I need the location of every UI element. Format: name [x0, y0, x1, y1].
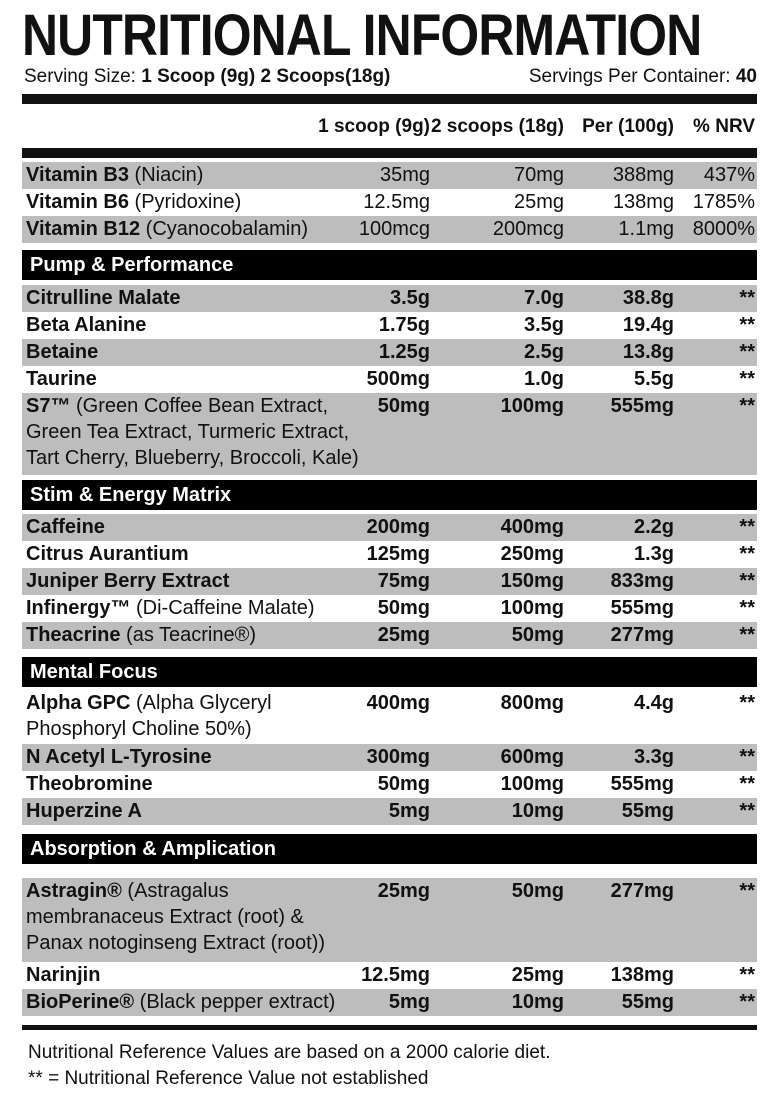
ingredient-detail-line2: Green Tea Extract, Turmeric Extract, [26, 421, 350, 443]
ingredient-label: Huperzine A [26, 800, 142, 822]
ingredient-label: Citrus Aurantium [26, 543, 189, 565]
ingredient-detail-line3: Panax notoginseng Extract (root)) [26, 932, 326, 954]
table-row [22, 162, 757, 189]
table-row [22, 339, 757, 366]
amount-1-scoop: 400mg [366, 692, 430, 714]
servings-per-label: Servings Per Container: [528, 66, 731, 87]
nrv-value: ** [739, 800, 755, 822]
table-row [22, 393, 757, 475]
table-row [22, 622, 757, 649]
amount-per-100g: 138mg [610, 964, 674, 986]
serving-size-value: 1 Scoop (9g) 2 Scoops(18g) [141, 66, 391, 87]
ingredient-detail: (Di-Caffeine Malate) [130, 597, 315, 619]
table-row [22, 312, 757, 339]
amount-per-100g: 2.2g [633, 516, 674, 538]
amount-per-100g: 277mg [610, 880, 674, 902]
amount-per-100g: 38.8g [622, 287, 674, 309]
amount-2-scoops: 2.5g [523, 341, 564, 363]
servings-per-container [529, 66, 757, 88]
nrv-value: 8000% [692, 218, 755, 240]
divider-bar [22, 94, 757, 104]
ingredient-name [26, 514, 105, 540]
table-row [22, 366, 757, 393]
nrv-value: ** [739, 746, 755, 768]
ingredient-label: Alpha GPC [26, 692, 131, 714]
ingredient-label: Vitamin B12 [26, 218, 141, 240]
amount-per-100g: 13.8g [622, 341, 674, 363]
amount-2-scoops: 100mg [500, 597, 564, 619]
amount-1-scoop: 50mg [377, 597, 430, 619]
nrv-value: ** [739, 991, 755, 1013]
amount-per-100g: 55mg [621, 800, 674, 822]
ingredient-label: Vitamin B3 [26, 164, 129, 186]
amount-2-scoops: 3.5g [523, 314, 564, 336]
amount-1-scoop: 3.5g [389, 287, 430, 309]
amount-per-100g: 388mg [612, 164, 674, 186]
serving-size-label: Serving Size: [24, 66, 136, 87]
nrv-value: ** [739, 964, 755, 986]
section-title: Absorption & Amplication [30, 838, 276, 860]
nrv-value: ** [739, 368, 755, 390]
table-row [22, 962, 757, 989]
amount-1-scoop: 100mcg [358, 218, 430, 240]
amount-per-100g: 277mg [610, 624, 674, 646]
divider-bar [22, 1025, 757, 1030]
amount-1-scoop: 200mg [366, 516, 430, 538]
ingredient-detail: (Alpha Glyceryl [130, 692, 272, 714]
nrv-value: ** [739, 341, 755, 363]
nrv-value: ** [739, 287, 755, 309]
nrv-value: ** [739, 880, 755, 902]
ingredient-name [26, 568, 229, 594]
amount-1-scoop: 50mg [377, 773, 430, 795]
amount-2-scoops: 250mg [500, 543, 564, 565]
table-row [22, 798, 757, 825]
amount-per-100g: 555mg [610, 597, 674, 619]
ingredient-name [26, 393, 359, 471]
amount-per-100g: 1.3g [633, 543, 674, 565]
ingredient-label: Caffeine [26, 516, 105, 538]
ingredient-detail: (Pyridoxine) [129, 191, 242, 213]
table-row [22, 216, 757, 243]
column-header-nrv: % NRV [693, 116, 755, 137]
amount-2-scoops: 70mg [513, 164, 564, 186]
amount-2-scoops: 600mg [500, 746, 564, 768]
ingredient-label: Astragin® [26, 880, 122, 902]
amount-1-scoop: 25mg [377, 880, 430, 902]
amount-2-scoops: 150mg [500, 570, 564, 592]
amount-per-100g: 55mg [621, 991, 674, 1013]
ingredient-label: Beta Alanine [26, 314, 147, 336]
ingredient-name [26, 989, 335, 1015]
ingredient-detail: (Cyanocobalamin) [140, 218, 308, 240]
amount-2-scoops: 25mg [511, 964, 564, 986]
ingredient-detail: (Niacin) [129, 164, 204, 186]
footnote-asterisk: ** = Nutritional Reference Value not established [28, 1068, 429, 1089]
amount-2-scoops: 10mg [511, 991, 564, 1013]
amount-2-scoops: 10mg [511, 800, 564, 822]
ingredient-label: N Acetyl L-Tyrosine [26, 746, 212, 768]
amount-2-scoops: 25mg [513, 191, 564, 213]
ingredient-label: Infinergy™ [26, 597, 131, 619]
amount-per-100g: 19.4g [622, 314, 674, 336]
amount-2-scoops: 200mcg [492, 218, 564, 240]
amount-1-scoop: 5mg [388, 991, 430, 1013]
ingredient-name [26, 285, 180, 311]
nrv-value: ** [739, 597, 755, 619]
table-row [22, 595, 757, 622]
table-row [22, 189, 757, 216]
serving-size [24, 66, 390, 88]
section-title: Stim & Energy Matrix [30, 484, 232, 506]
ingredient-label: Vitamin B6 [26, 191, 129, 213]
nrv-value: ** [739, 516, 755, 538]
ingredient-label: Betaine [26, 341, 99, 363]
ingredient-name [26, 216, 308, 242]
ingredient-name [26, 798, 142, 824]
ingredient-name [26, 744, 212, 770]
amount-2-scoops: 50mg [511, 624, 564, 646]
table-row [22, 690, 757, 744]
ingredient-name [26, 962, 100, 988]
amount-2-scoops: 1.0g [523, 368, 564, 390]
table-row [22, 878, 757, 962]
amount-2-scoops: 100mg [500, 395, 564, 417]
amount-1-scoop: 300mg [366, 746, 430, 768]
amount-1-scoop: 1.75g [378, 314, 430, 336]
amount-per-100g: 3.3g [633, 746, 674, 768]
table-row [22, 568, 757, 595]
amount-per-100g: 138mg [612, 191, 674, 213]
ingredient-label: Narinjin [26, 964, 101, 986]
ingredient-label: BioPerine® [26, 991, 135, 1013]
amount-per-100g: 555mg [610, 395, 674, 417]
section-header [22, 834, 757, 864]
amount-1-scoop: 25mg [377, 624, 430, 646]
nrv-value: 1785% [692, 191, 755, 213]
ingredient-label: Taurine [26, 368, 97, 390]
amount-1-scoop: 5mg [388, 800, 430, 822]
ingredient-label: Citrulline Malate [26, 287, 181, 309]
amount-1-scoop: 50mg [377, 395, 430, 417]
ingredient-name [26, 162, 203, 188]
amount-2-scoops: 50mg [511, 880, 564, 902]
footnote-nrv: Nutritional Reference Values are based on a 2000 calorie diet. [28, 1042, 551, 1063]
nrv-value: ** [739, 624, 755, 646]
ingredient-name [26, 312, 146, 338]
table-row [22, 541, 757, 568]
column-header-2-scoops: 2 scoops (18g) [430, 116, 564, 137]
amount-per-100g: 555mg [610, 773, 674, 795]
amount-1-scoop: 35mg [379, 164, 430, 186]
ingredient-detail: (Astragalus [121, 880, 229, 902]
amount-2-scoops: 800mg [500, 692, 564, 714]
table-row [22, 771, 757, 798]
amount-per-100g: 1.1mg [618, 218, 674, 240]
divider-bar [22, 148, 757, 158]
ingredient-name [26, 622, 256, 648]
table-row [22, 989, 757, 1016]
ingredient-detail: (as Teacrine®) [120, 624, 257, 646]
table-row [22, 285, 757, 312]
ingredient-detail-line3: Tart Cherry, Blueberry, Broccoli, Kale) [26, 447, 359, 469]
amount-2-scoops: 400mg [500, 516, 564, 538]
servings-per-value: 40 [735, 66, 757, 87]
amount-1-scoop: 75mg [377, 570, 430, 592]
column-header-per-100g: Per (100g) [582, 116, 674, 137]
amount-per-100g: 833mg [610, 570, 674, 592]
ingredient-detail: (Green Coffee Bean Extract, [70, 395, 329, 417]
ingredient-name [26, 595, 315, 621]
ingredient-detail-line2: membranaceus Extract (root) & [26, 906, 304, 928]
nrv-value: ** [739, 773, 755, 795]
nrv-value: ** [739, 314, 755, 336]
ingredient-label: Theobromine [26, 773, 153, 795]
amount-1-scoop: 500mg [366, 368, 430, 390]
amount-2-scoops: 100mg [500, 773, 564, 795]
ingredient-label: S7™ [26, 395, 71, 417]
page-title: NUTRITIONAL INFORMATION [22, 3, 702, 68]
ingredient-label: Juniper Berry Extract [26, 570, 230, 592]
column-header-1-scoop: 1 scoop (9g) [318, 116, 430, 137]
amount-1-scoop: 12.5mg [361, 964, 430, 986]
ingredient-name [26, 690, 272, 742]
nrv-value: ** [739, 543, 755, 565]
amount-per-100g: 5.5g [633, 368, 674, 390]
amount-2-scoops: 7.0g [523, 287, 564, 309]
amount-1-scoop: 1.25g [378, 341, 430, 363]
amount-1-scoop: 12.5mg [363, 191, 430, 213]
ingredient-name [26, 339, 98, 365]
ingredient-label: Theacrine [26, 624, 121, 646]
ingredient-name [26, 878, 325, 956]
ingredient-name [26, 771, 153, 797]
ingredient-name [26, 189, 241, 215]
section-header [22, 480, 757, 510]
nrv-value: ** [739, 692, 755, 714]
ingredient-detail: (Black pepper extract) [134, 991, 336, 1013]
amount-per-100g: 4.4g [633, 692, 674, 714]
ingredient-detail-line2: Phosphoryl Choline 50%) [26, 718, 252, 740]
ingredient-name [26, 366, 97, 392]
nrv-value: ** [739, 395, 755, 417]
nrv-value: ** [739, 570, 755, 592]
section-header [22, 657, 757, 687]
section-title: Pump & Performance [30, 254, 234, 276]
section-title: Mental Focus [30, 661, 158, 683]
nrv-value: 437% [703, 164, 755, 186]
ingredient-name [26, 541, 189, 567]
table-row [22, 514, 757, 541]
section-header [22, 250, 757, 280]
amount-1-scoop: 125mg [366, 543, 430, 565]
table-row [22, 744, 757, 771]
